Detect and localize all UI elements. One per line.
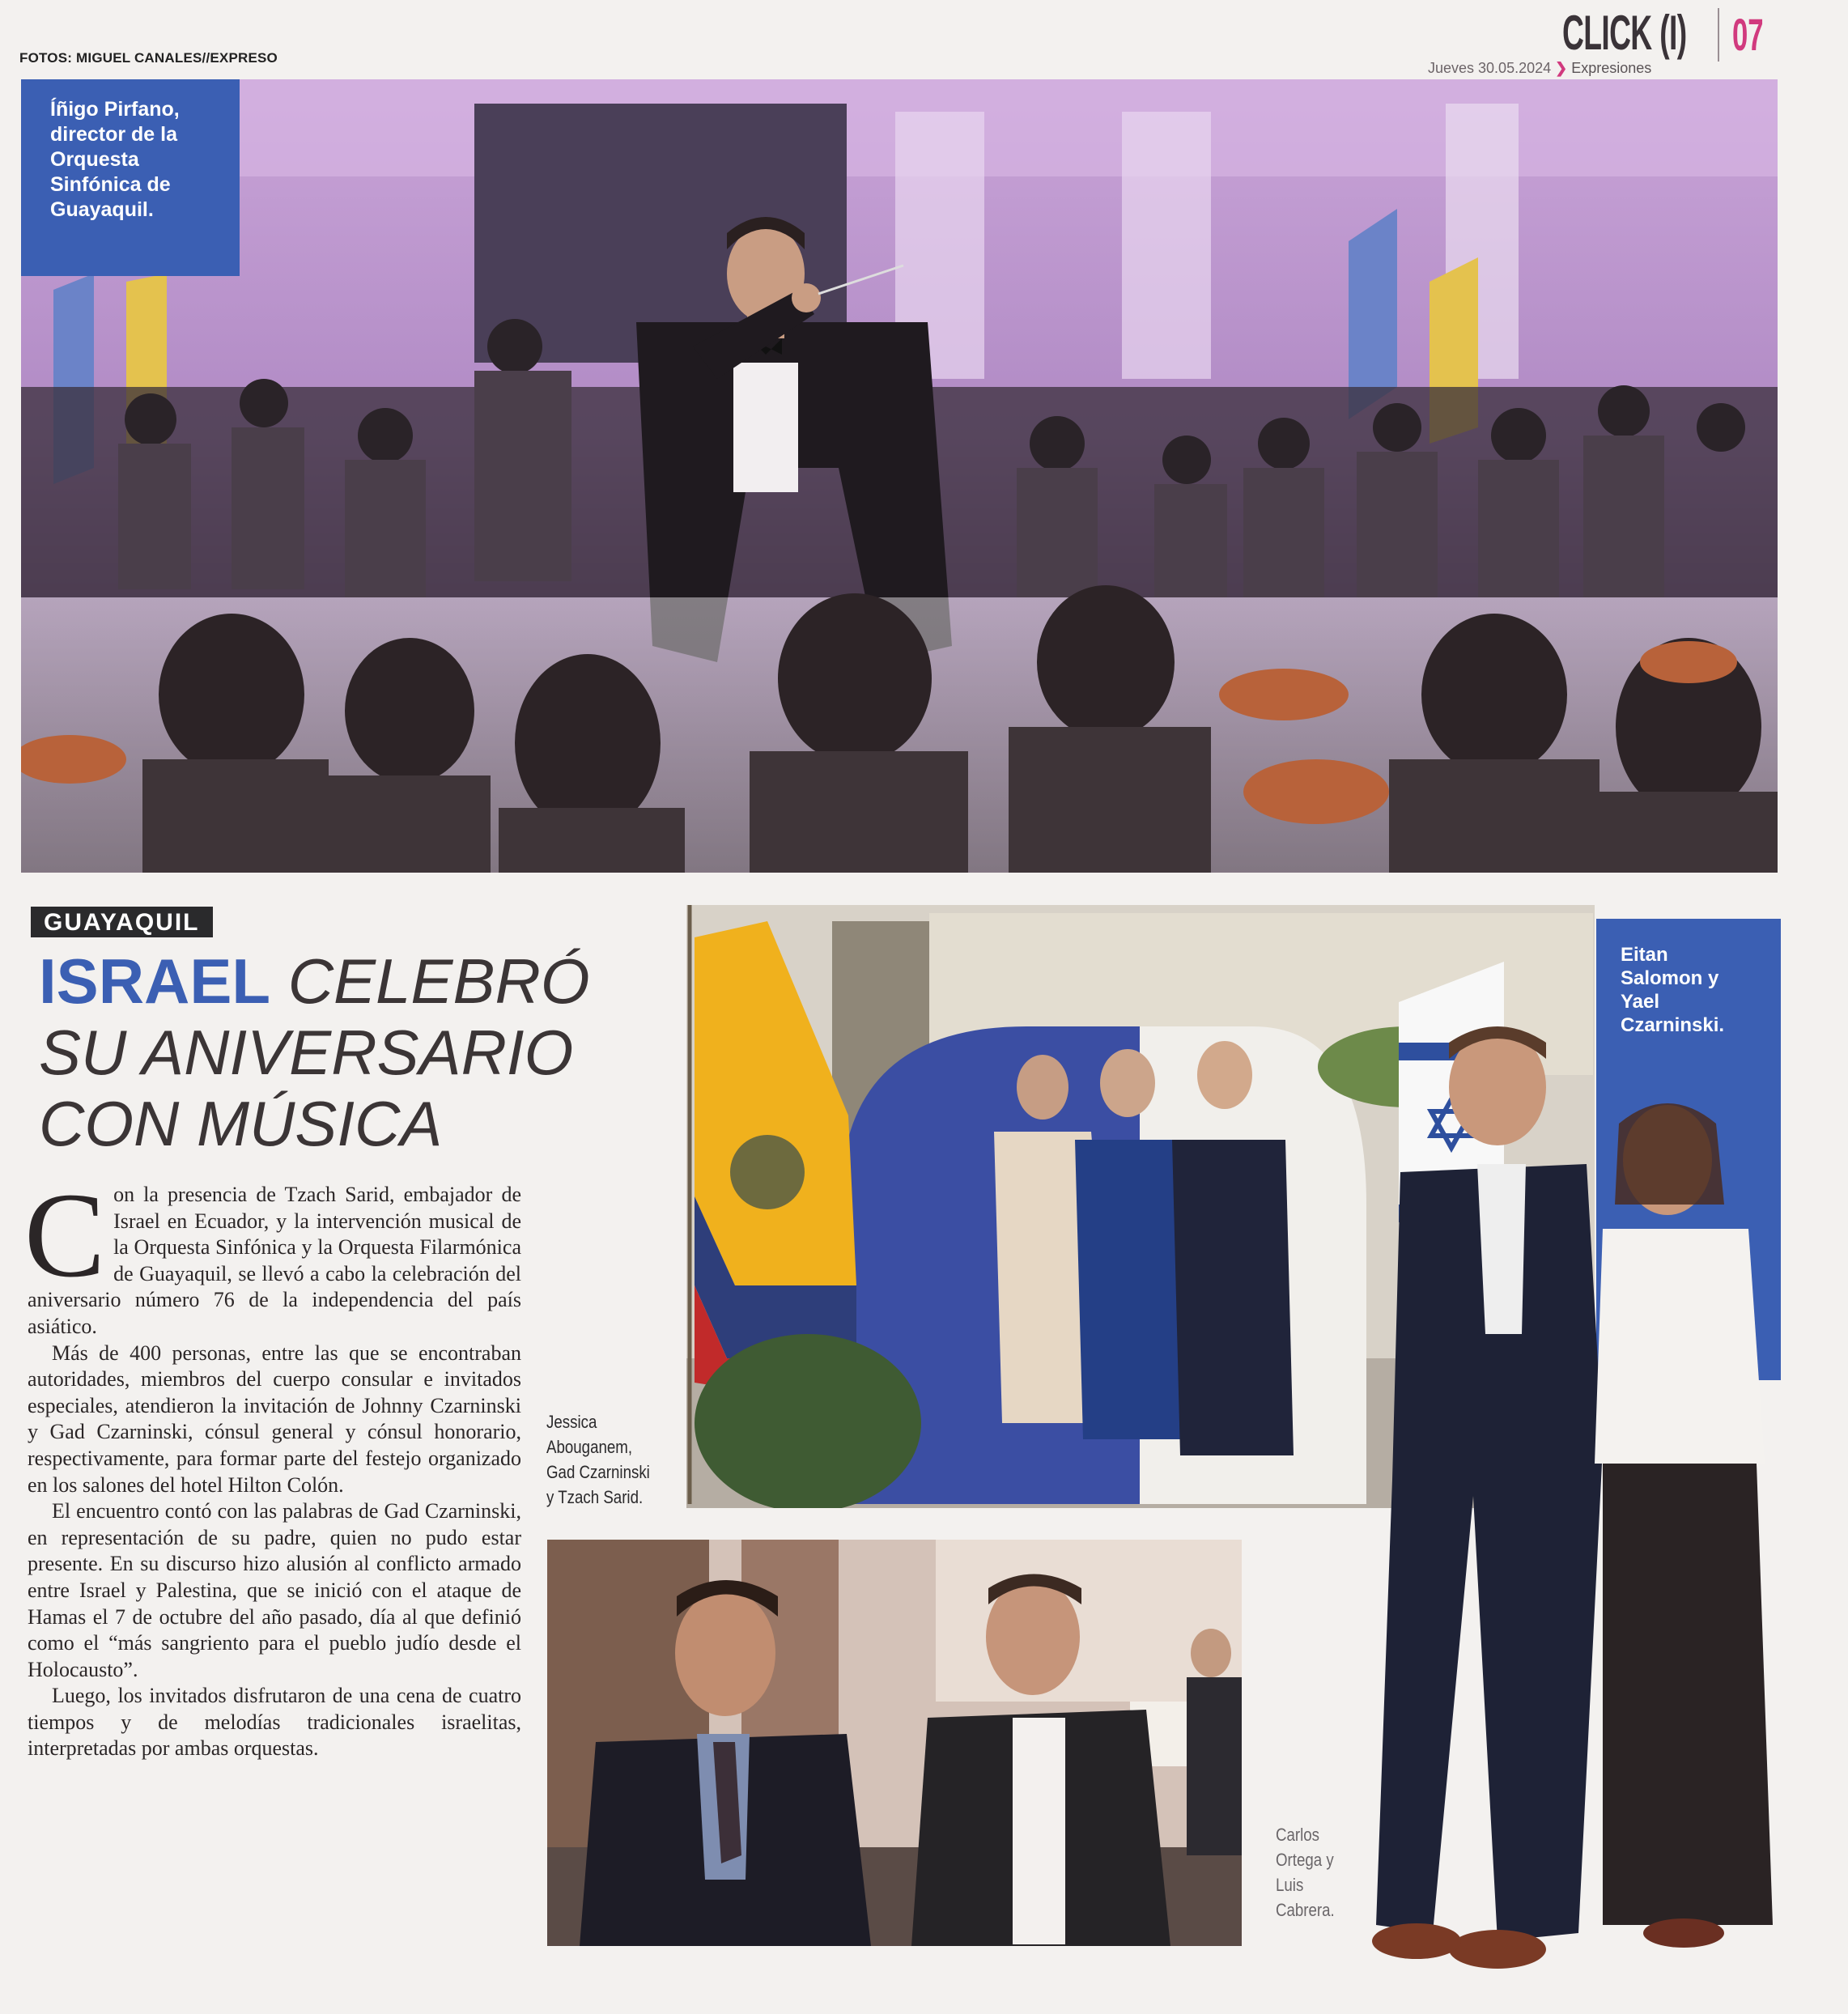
paragraph: El encuentro contó con las palabras de Gad Czarninski, en representación de su padre, quien no pudo estar presente. En su discurso hizo alusión al conflicto armado entre Israel y Palestina, que se inició con el ataque de Hamas el 7 de octubre del año pasado, día al que definió como el “más sangriento para el pueblo judío desde el Holocausto”. bbox=[28, 1499, 521, 1681]
caption-line: Ortega y bbox=[1276, 1850, 1334, 1870]
headline-line bbox=[39, 945, 654, 1017]
caption-line: Yael bbox=[1621, 991, 1660, 1013]
caption-line: Jessica bbox=[546, 1412, 597, 1432]
section-name: CLICK (I) bbox=[1562, 6, 1687, 60]
paragraph bbox=[24, 1168, 521, 1341]
caption-line: Carlos bbox=[1276, 1825, 1320, 1845]
photo-pair bbox=[547, 1540, 1242, 1946]
article-body bbox=[24, 1168, 521, 1762]
headline-rest: CELEBRÓ bbox=[270, 945, 590, 1017]
header-divider bbox=[1718, 8, 1719, 62]
photo-couple bbox=[1344, 1026, 1781, 1975]
paragraph: Luego, los invitados disfrutaron de una cena de cuatro tiempos y de melodías tradicionales israelitas, interpretadas por ambas orquestas. bbox=[28, 1684, 521, 1761]
headline-line: CON MÚSICA bbox=[39, 1088, 443, 1159]
caption-line: y Tzach Sarid. bbox=[546, 1487, 644, 1507]
caption-line: Luis bbox=[1276, 1875, 1304, 1895]
caption-line: Íñigo Pirfano, bbox=[50, 98, 180, 121]
dateline bbox=[1428, 60, 1651, 77]
headline bbox=[39, 945, 654, 1159]
caption-line: Czarninski. bbox=[1621, 1014, 1725, 1036]
chevron-right-icon: ❯ bbox=[1555, 60, 1568, 76]
caption-couple bbox=[1603, 943, 1773, 1044]
caption-conductor bbox=[21, 79, 240, 276]
caption-group bbox=[546, 1409, 684, 1510]
headline-highlight: ISRAEL bbox=[39, 945, 271, 1017]
subsection-name: Expresiones bbox=[1571, 60, 1652, 76]
drop-cap: C bbox=[24, 1168, 106, 1302]
paragraph-text: on la presencia de Tzach Sarid, embajador de Israel en Ecuador, y la intervención musical de la Orquesta Sinfónica y la Orquesta Filarmónica de Guayaquil, se llevó a cabo la celebración del aniversario número 76 de la independencia del país asiático. bbox=[28, 1183, 521, 1338]
caption-line: director de la bbox=[50, 123, 177, 146]
photo-credit: FOTOS: MIGUEL CANALES//EXPRESO bbox=[19, 50, 278, 66]
caption-line: Cabrera. bbox=[1276, 1900, 1335, 1920]
caption-line: Eitan bbox=[1621, 944, 1668, 966]
section-tag: GUAYAQUIL bbox=[31, 907, 213, 937]
caption-pair bbox=[1276, 1822, 1365, 1923]
caption-line: Gad Czarninski bbox=[546, 1462, 650, 1482]
caption-line: Guayaquil. bbox=[50, 198, 154, 221]
page-number: 07 bbox=[1732, 9, 1764, 60]
date: Jueves 30.05.2024 bbox=[1428, 60, 1552, 76]
headline-line: SU ANIVERSARIO bbox=[39, 1017, 574, 1088]
caption-line: Orquesta bbox=[50, 148, 139, 171]
caption-line: Sinfónica de bbox=[50, 173, 171, 196]
paragraph: Más de 400 personas, entre las que se encontraban autoridades, miembros del cuerpo consular e invitados especiales, atendieron la invitación de Johnny Czarninski y Gad Czarninski, cónsul general y cónsul honorario, respectivamente, para formar parte del festejo organizado en los salones del hotel Hilton Colón. bbox=[28, 1341, 521, 1497]
main-photo-conductor bbox=[21, 79, 1778, 873]
caption-line: Abouganem, bbox=[546, 1437, 633, 1457]
caption-line: Salomon y bbox=[1621, 967, 1719, 989]
